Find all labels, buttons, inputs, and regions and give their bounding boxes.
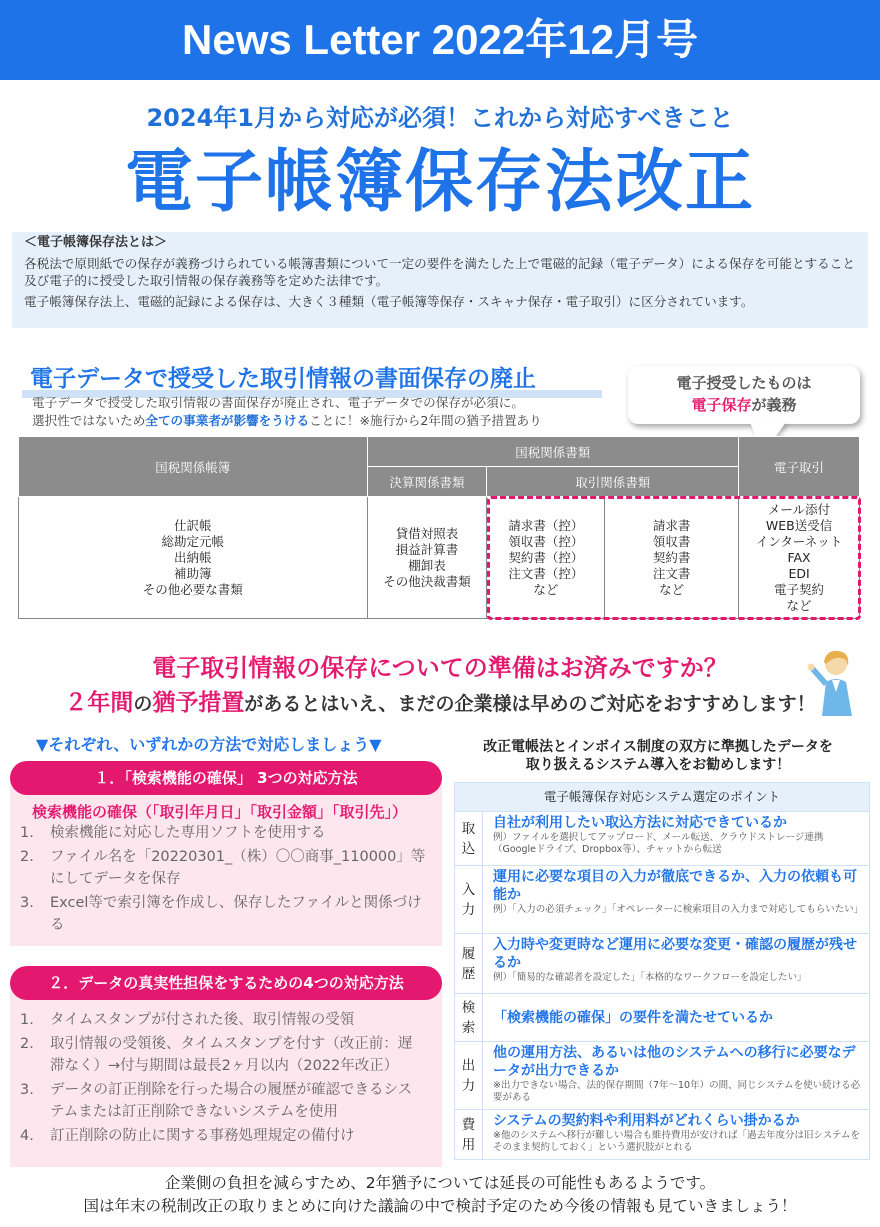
footer-line: 国は年末の税制改正の取りまとめに向けた議論の中で検討予定のため今後の情報も見ていきましょう！ bbox=[83, 1197, 797, 1215]
subtitle: 2024年1月から対応が必須！これから対応すべきこと bbox=[146, 104, 734, 132]
question-title: 電子取引情報の保存についての準備はお済みですか？ bbox=[152, 654, 728, 682]
point-main: システムの契約料や利用料がどれくらい掛かるか bbox=[493, 1113, 800, 1129]
definition-paragraph: 各税法で原則紙での保存が義務づけられている帳簿書類について一定の要件を満たした上で電磁的記録（電子データ）による保存を可能とすること及び電子的に授受した取引情報の保存義務等を定めた法律です。 bbox=[24, 256, 855, 288]
newsletter-title: News Letter 2022年12月号 bbox=[182, 16, 698, 63]
list-item: 3. Excel等で索引簿を作成し、保存したファイルと関係づける bbox=[20, 895, 422, 933]
bubble-line: 電子授受したものは bbox=[676, 374, 812, 392]
electronic-highlight-frame bbox=[487, 496, 861, 620]
point-row bbox=[455, 1041, 869, 1109]
table-subheader: 取引関係書類 bbox=[487, 467, 739, 497]
point-row bbox=[455, 933, 869, 993]
section-desc-line: 電子データで授受した取引情報の書面保存が廃止され、電子データでの保存が必須に。 bbox=[32, 395, 524, 410]
footer-line: 企業側の負担を減らすため、2年猶予については延長の可能性もあるようです。 bbox=[164, 1174, 716, 1192]
point-main: 「検索機能の確保」の要件を満たせているか bbox=[493, 1009, 773, 1026]
bubble-text: が義務 bbox=[751, 396, 797, 414]
question-subtitle: ２年間の猶予措置があるとはいえ、まだの企業様は早めのご対応をおすすめします！ bbox=[64, 690, 816, 716]
point-note: ※出力できない場合、法的保存期間（7年〜10年）の間、同じシステムを使い続ける必要がある bbox=[493, 1080, 861, 1103]
speech-bubble bbox=[628, 366, 860, 424]
section-title: 電子データで授受した取引情報の書面保存の廃止 bbox=[30, 366, 536, 392]
point-label: 履歴 bbox=[455, 934, 483, 993]
method2-pill: ２．データの真実性担保をするための4つの対応方法 bbox=[10, 966, 442, 1000]
newsletter-header bbox=[0, 0, 880, 80]
list-item: 1. タイムスタンプが付された後、取引情報の受領 bbox=[20, 1012, 355, 1028]
point-label: 検索 bbox=[455, 994, 483, 1041]
method1-heading: 検索機能の確保（「取引年月日」「取引金額」「取引先」） bbox=[32, 803, 408, 821]
footer-note bbox=[0, 1172, 880, 1218]
table-cell: 貸借対照表 損益計算書 棚卸表 その他決裁書類 bbox=[367, 497, 487, 619]
table-cell: 仕訳帳 総勘定元帳 出納帳 補助簿 その他必要な書類 bbox=[19, 497, 368, 619]
desc-text: 選択性ではないため bbox=[32, 413, 146, 428]
point-row bbox=[455, 993, 869, 1041]
selection-points-panel bbox=[454, 782, 870, 1160]
point-note: 例）ファイルを選択してアップロード、メール転送、クラウドストレージ連携（Googleドライブ、Dropbox等）、チャットから転送 bbox=[493, 832, 824, 855]
point-main: 運用に必要な項目の入力が徹底できるか、入力の依頼も可能か bbox=[493, 869, 857, 903]
right-lead: 改正電帳法とインボイス制度の双方に準拠したデータを 取り扱えるシステム導入をお勧めします！ bbox=[483, 739, 833, 773]
section-desc-line bbox=[32, 412, 632, 430]
list-item: 2. ファイル名を「20220301_（株）〇〇商事_110000」等にしてデータを保存 bbox=[20, 849, 426, 887]
point-note: 例）「入力の必須チェック」「オペレーターに検索項目の入力まで対応してもらいたい」 bbox=[493, 904, 864, 915]
list-item: 3. データの訂正削除を行った場合の履歴が確認できるシステムまたは訂正削除できないシステムを使用 bbox=[20, 1082, 413, 1120]
point-note: 例）「簡易的な確認者を設定した」「本格的なワークフローを設定したい」 bbox=[493, 972, 807, 983]
point-main: 入力時や変更時など運用に必要な変更・確認の履歴が残せるか bbox=[493, 937, 857, 971]
list-item: 1. 検索機能に対応した専用ソフトを使用する bbox=[20, 825, 326, 841]
table-subheader: 決算関係書類 bbox=[367, 467, 487, 497]
point-row bbox=[455, 865, 869, 933]
bubble-line bbox=[628, 394, 860, 416]
definition-paragraph: 電子帳簿保存法上、電磁的記録による保存は、大きく３種類（電子帳簿等保存・スキャナ保存・電子取引）に区分されています。 bbox=[24, 294, 754, 309]
main-title: 電子帳簿保存法改正 bbox=[124, 143, 755, 222]
businesswoman-illustration bbox=[806, 644, 862, 716]
point-note: ※他のシステムへ移行が難しい場合も維持費用が安ければ「過去年度分は旧システムをそのまま契約しておく」という選択肢がとれる bbox=[493, 1130, 861, 1153]
method1-panel bbox=[10, 780, 442, 946]
table-header: 電子取引 bbox=[739, 437, 860, 497]
point-main: 他の運用方法、あるいは他のシステムへの移行に必要なデータが出力できるか bbox=[493, 1045, 856, 1079]
method2-panel bbox=[10, 985, 442, 1167]
method1-pill: １．「検索機能の確保」 3つの対応方法 bbox=[10, 761, 442, 795]
point-main: 自社が利用したい取込方法に対応できているか bbox=[493, 815, 787, 831]
desc-text: ことに！※施行から2年間の猶予措置あり bbox=[309, 413, 542, 428]
left-lead: ▼それぞれ、いずれかの方法で対応しましょう▼ bbox=[36, 735, 382, 754]
section-description bbox=[32, 394, 632, 430]
table-header: 国税関係帳簿 bbox=[19, 437, 368, 497]
table-cell: メール添付 WEB送受信 インターネット FAX EDI 電子契約 など bbox=[739, 497, 860, 619]
point-row bbox=[455, 811, 869, 865]
list-item: 4. 訂正削除の防止に関する事務処理規定の備付け bbox=[20, 1128, 355, 1144]
bubble-highlight: 電子保存 bbox=[691, 396, 752, 414]
table-cell: 請求書 領収書 契約書 注文書 など bbox=[605, 497, 739, 619]
desc-highlight: 全ての事業者が影響をうける bbox=[145, 413, 310, 428]
list-item: 2. 取引情報の受領後、タイムスタンプを付す（改正前：遅滞なく）→付与期間は最長2ヶ月以内（2022年改正） bbox=[20, 1036, 413, 1074]
point-label: 出力 bbox=[455, 1042, 483, 1109]
definition-box bbox=[12, 232, 868, 328]
point-label: 費用 bbox=[455, 1110, 483, 1159]
definition-heading: ＜電子帳簿保存法とは＞ bbox=[24, 235, 168, 250]
point-label: 入力 bbox=[455, 866, 483, 933]
points-header: 電子帳簿保存対応システム選定のポイント bbox=[455, 783, 869, 811]
table-cell: 請求書（控） 領収書（控） 契約書（控） 注文書（控） など bbox=[487, 497, 605, 619]
method2-list bbox=[10, 1009, 442, 1147]
method1-list bbox=[10, 822, 442, 936]
table-header: 国税関係書類 bbox=[367, 437, 739, 467]
point-label: 取込 bbox=[455, 812, 483, 865]
point-row bbox=[455, 1109, 869, 1159]
